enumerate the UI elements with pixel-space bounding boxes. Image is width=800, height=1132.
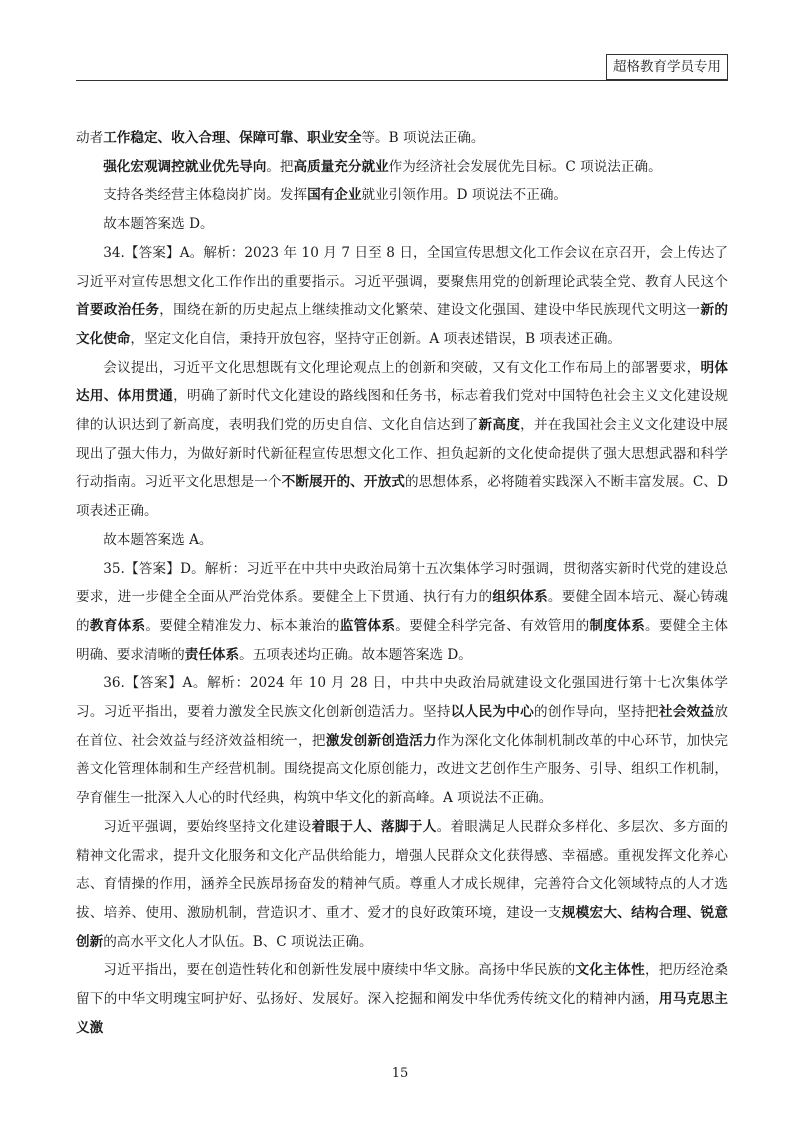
bold-text: 不断展开的、开放式	[281, 474, 405, 491]
bold-text: 国有企业	[307, 187, 362, 204]
text-run: 36.【答案】A。解析：2024 年 10 月 28 日，中共中央政治局就建设文化强国进行第十七次集体学习。习近平指出，要着力激发全民族文化创新创造活力。坚持	[76, 675, 728, 721]
paragraph	[76, 669, 728, 813]
bold-text: 工作稳定、收入合理、保障可靠、职业安全	[103, 130, 362, 146]
text-run: 故本题答案选 A。	[103, 531, 213, 548]
text-run: 34.【答案】A。解析：2023 年 10 月 7 日至 8 日，全国宣传思想文化工作会议在京召开，会上传达了习近平对宣传思想文化工作作出的重要指示。习近平强调，要聚焦用党的创新理论武装全党、教育人民这个	[76, 244, 728, 290]
text-run: 放在首位、社会效益与经济效益相统一，把	[76, 704, 729, 749]
paragraph	[76, 354, 728, 526]
bold-text: 制度体系	[589, 617, 646, 634]
text-run: 的高水平文化人才队伍。B、C 项说法正确。	[103, 933, 373, 950]
text-run: 35.【答案】D。解析：习近平在中共中央政治局第十五次集体学习时强调，贯彻落实新时代党的建设总要求，进一步健全全面从严治党体系。要健全上下贯通、执行有力的	[76, 560, 728, 606]
bold-text: 规模宏大、结构合理、锐意创新	[76, 904, 729, 950]
text-run: 支持各类经营主体稳岗扩岗。发挥	[103, 187, 308, 204]
text-run: 作为深化文化体制机制改革的中心环节，加快完善文化管理体制和生产经营机制。围绕提高文化原创能力，改进文艺创作生产服务、引导、组织工作机制，孕育催生一批深入人心的时代经典，构筑中华文化的新高峰。A 项说法不正确。	[76, 732, 729, 807]
text-run: 等。B 项说法正确。	[361, 130, 485, 146]
bold-text: 社会效益	[658, 704, 715, 721]
text-run: 。要健全科学完备、有效管用的	[395, 617, 590, 634]
page-number: 15	[391, 1066, 409, 1081]
text-run: 。要健全固本培元、凝心铸魂的	[76, 589, 729, 634]
paragraph	[76, 239, 728, 354]
bold-text: 着眼于人、落脚于人	[311, 818, 437, 835]
text-run: 习近平强调，要始终坚持文化建设	[103, 818, 312, 835]
text-run: 作为经济社会发展优先目标。C 项说法正确。	[388, 158, 662, 175]
text-run: 习近平指出，要在创造性转化和创新性发展中赓续中华文脉。高扬中华民族的	[103, 962, 576, 979]
text-run: 会议提出，习近平文化思想既有文化理论观点上的创新和突破，又有文化工作布局上的部署要求，	[103, 359, 701, 376]
text-run: 。要健全精准发力、标本兼治的	[145, 617, 340, 634]
text-run: 动者	[76, 130, 104, 146]
text-run: 就业引领作用。D 项说法不正确。	[361, 187, 568, 204]
paragraph	[76, 210, 728, 239]
bold-text: 以人民为中心	[450, 704, 534, 721]
text-run: ，明确了新时代文化建设的路线图和任务书，标志着我们党对中国特色社会主义文化建设规律的认识达到了新高度，表明我们党的历史自信、文化自信达到了	[76, 388, 729, 434]
bold-text: 用马克思主义激	[76, 991, 728, 1036]
bold-text: 新的文化使命	[76, 302, 729, 347]
text-run: ，并在我国社会主义文化建设中展现出了强大伟力，为做好新时代新征程宣传思想文化工作、担负起新的文化使命提供了强大思想武器和科学行动指南。习近平文化思想是一个	[76, 417, 729, 491]
bold-text: 责任体系	[184, 646, 240, 663]
text-run: 。着眼满足人民群众多样化、多层次、多方面的精神文化需求，提升文化服务和文化产品供给能力，增强人民群众文化获得感、幸福感。重视发挥文化养心志、育情操的作用，涵养全民族昂扬奋发的精神气质。尊重人才成长规律，完善符合文化领域特点的人才选拔、培养、使用、激励机制，营造识才、重才、爱才的良好政策环境，建设一支	[76, 818, 729, 921]
text-run: ，围绕在新的历史起点上继续推动文化繁荣、建设文化强国、建设中华民族现代文明这一	[159, 302, 701, 319]
paragraph	[76, 526, 728, 555]
paragraph	[76, 956, 728, 1042]
bold-text: 强化宏观调控就业优先导向	[103, 158, 267, 175]
bold-text: 文化主体性	[575, 962, 645, 979]
bold-text: 组织体系	[492, 589, 548, 606]
bold-text: 新高度	[478, 417, 521, 434]
bold-text: 激发创新创造活力	[325, 732, 437, 749]
text-run: ，坚定文化自信，秉持开放包容，坚持守正创新。A 项表述错误，B 项表述正确。	[130, 330, 622, 347]
text-run: 的创作导向，坚持把	[534, 704, 659, 721]
paragraph	[76, 555, 728, 670]
header-label: 超格教育学员专用	[606, 54, 728, 80]
text-run: 的思想体系，必将随着实践深入不断丰富发展。C、D 项表述正确。	[76, 474, 728, 520]
paragraph	[76, 124, 728, 153]
header-divider	[76, 80, 728, 81]
bold-text: 首要政治任务	[76, 302, 160, 319]
bold-text: 教育体系	[89, 617, 146, 634]
paragraph	[76, 153, 728, 182]
bold-text: 高质量充分就业	[293, 158, 389, 175]
paragraph	[76, 181, 728, 210]
text-run: 。五项表述均正确。故本题答案选 D。	[239, 646, 472, 663]
text-run: 。把	[266, 158, 294, 175]
paragraph	[76, 813, 728, 957]
document-body	[76, 124, 728, 1043]
text-run: 。要健全主体明确、要求清晰的	[76, 617, 729, 663]
bold-text: 明体达用、体用贯通	[76, 359, 729, 405]
bold-text: 监管体系	[339, 617, 396, 634]
text-run: ，把历经沧桑留下的中华文明瑰宝呵护好、弘扬好、发展好。深入挖掘和阐发中华优秀传统文化的精神内涵，	[76, 962, 729, 1008]
text-run: 故本题答案选 D。	[103, 216, 214, 233]
